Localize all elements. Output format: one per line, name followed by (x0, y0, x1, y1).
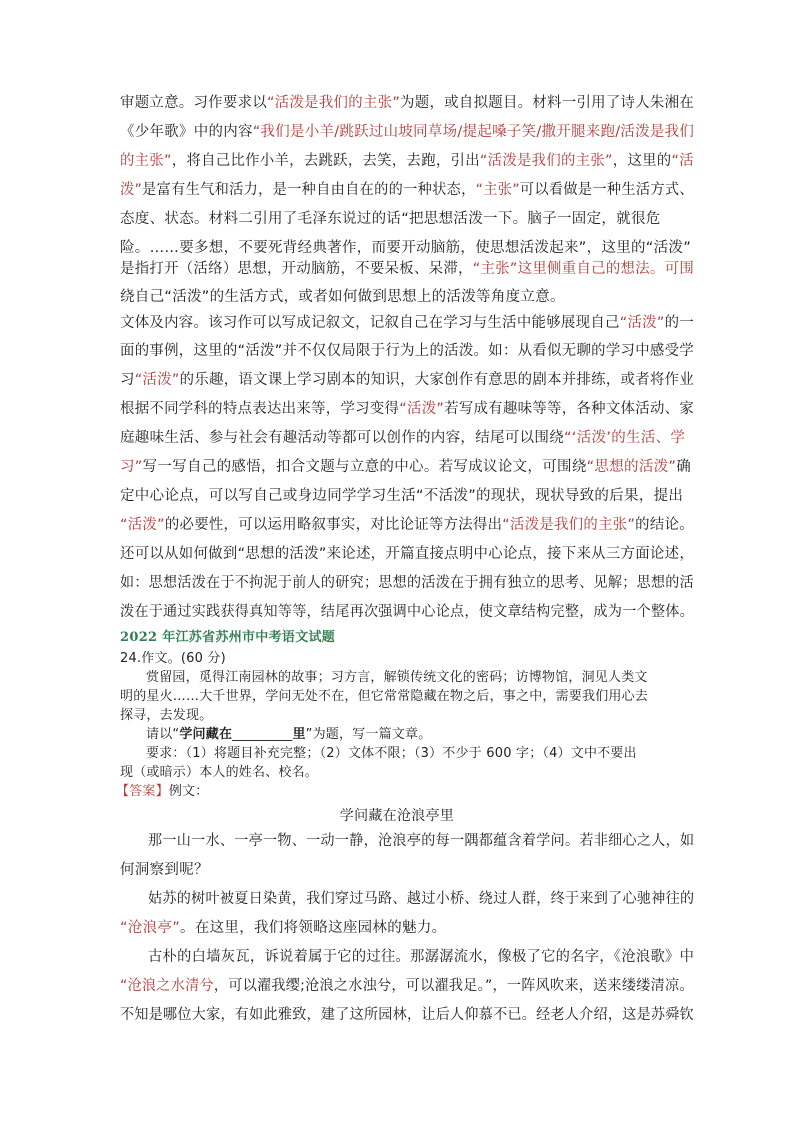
essay-paragraph: 古朴的白墙灰瓦，诉说着属于它的过往。那潺潺流水，像极了它的名字，《沧浪歌》中 (148, 949, 695, 965)
essay-paragraph: 不知是哪位大家，有如此雅致，建了这所园林，让后人仰慕不已。经老人介绍，这是苏舜钦 (120, 1007, 694, 1023)
text-line: 文体及内容。该习作可以写成记叙文，记叙自己在学习与生活中能够展现自己“活泼”的一 (120, 315, 695, 331)
text-line: 根据不同学科的特点表达出来等，学习变得“活泼”若写成有趣味等等，各种文体活动、家 (120, 401, 695, 417)
essay-paragraph: “沧浪之水清兮，可以濯我缨;沧浪之水浊兮，可以濯我足。”，一阵风吹来，送来缕缕清凉。 (120, 978, 694, 994)
question-requirements: 要求：（1）将题目补充完整；（2）文体不限；（3）不少于 600 字；（4）文中不要出 (146, 746, 637, 761)
text-line: 定中心论点，可以写自己或身边同学学习生活“不活泼”的现状，现状导致的后果，提出 (120, 488, 684, 504)
text-line: 《少年歌》中的内容“我们是小羊/跳跃过山坡同草场/提起嗓子笑/撒开腿来跑/活泼是我们 (120, 124, 695, 140)
text-line: 如：思想活泼在于不拘泥于前人的研究；思想的活泼在于拥有独立的思考、见解；思想的活 (120, 575, 694, 591)
question-text: 明的星火……大千世界，学问无处不在，但它常常隐藏在物之后，事之中，需要我们用心去 (120, 689, 649, 704)
text-line: 的主张”，将自己比作小羊，去跳跃，去笑，去跑，引出“活泼是我们的主张”，这里的“活 (120, 153, 694, 169)
text-line: 庭趣味生活、参与社会有趣活动等都可以创作的内容，结尾可以围绕“‘活泼’的生活、学 (120, 430, 686, 446)
answer-label: 【答案】例文： (116, 784, 209, 799)
text-line: 泼”是富有生气和活力，是一种自由自在的的一种状态，“主张”可以看做是一种生活方式、 (120, 182, 694, 198)
question-prompt: 请以“学问藏在_________里”为题，写一篇文章。 (146, 727, 432, 742)
question-text: 探寻，去发现。 (120, 708, 213, 723)
text-line: 还可以从如何做到“思想的活泼”来论述，开篇直接点明中心论点，接下来从三方面论述， (120, 546, 695, 562)
text-line: 绕自己“活泼”的生活方式，或者如何做到思想上的活泼等角度立意。 (120, 289, 565, 305)
question-text: 赏留园，觅得江南园林的故事；习方言，解锁传统文化的密码；访博物馆，洞见人类文 (146, 670, 648, 685)
essay-paragraph: 那一山一水、一亭一物、一动一静，沧浪亭的每一隅都蕴含着学问。若非细心之人，如 (148, 833, 695, 849)
question-number: 24.作文。(60 分) (120, 651, 226, 666)
text-line: 险。……要多想，不要死背经典著作，而要开动脑筋，使思想活泼起来”，这里的“活泼” (120, 240, 692, 256)
text-line: 面的事例，这里的“活泼”并不仅仅局限于行为上的活泼。如：从看似无聊的学习中感受学 (120, 343, 695, 359)
text-line: 泼在于通过实践获得真知等等，结尾再次强调中心论点，使文章结构完整，成为一个整体。 (120, 604, 694, 620)
essay-paragraph: 何洞察到呢？ (120, 862, 209, 878)
text-line: 是指打开（活络）思想，开动脑筋，不要呆板、呆滞，“主张”这里侧重自己的想法。可围 (120, 261, 695, 277)
text-line: 审题立意。习作要求以“活泼是我们的主张”为题，或自拟题目。材料一引用了诗人朱湘在 (120, 95, 695, 111)
essay-title: 学问藏在沧浪亭里 (339, 808, 455, 824)
text-line: 习”写一写自己的感悟，扣合文题与立意的中心。若写成议论文，可围绕“思想的活泼”确 (120, 459, 692, 475)
text-line: “活泼”的必要性，可以运用略叙事实，对比论证等方法得出“活泼是我们的主张”的结论。 (120, 517, 694, 533)
text-line: 习“活泼”的乐趣，语文课上学习剧本的知识，大家创作有意思的剧本并排练，或者将作业 (120, 372, 695, 388)
question-requirements: 现（或暗示）本人的姓名、校名。 (120, 765, 319, 780)
text-line: 态度、状态。材料二引用了毛泽东说过的话“把思想活泼一下。脑子一固定，就很危 (120, 211, 661, 227)
section-heading: 2022 年江苏省苏州市中考语文试题 (120, 630, 336, 645)
essay-paragraph: “沧浪亭”。在这里，我们将领略这座园林的魅力。 (120, 920, 447, 936)
essay-paragraph: 姑苏的树叶被夏日染黄，我们穿过马路、越过小桥、绕过人群，终于来到了心驰神往的 (148, 891, 695, 907)
